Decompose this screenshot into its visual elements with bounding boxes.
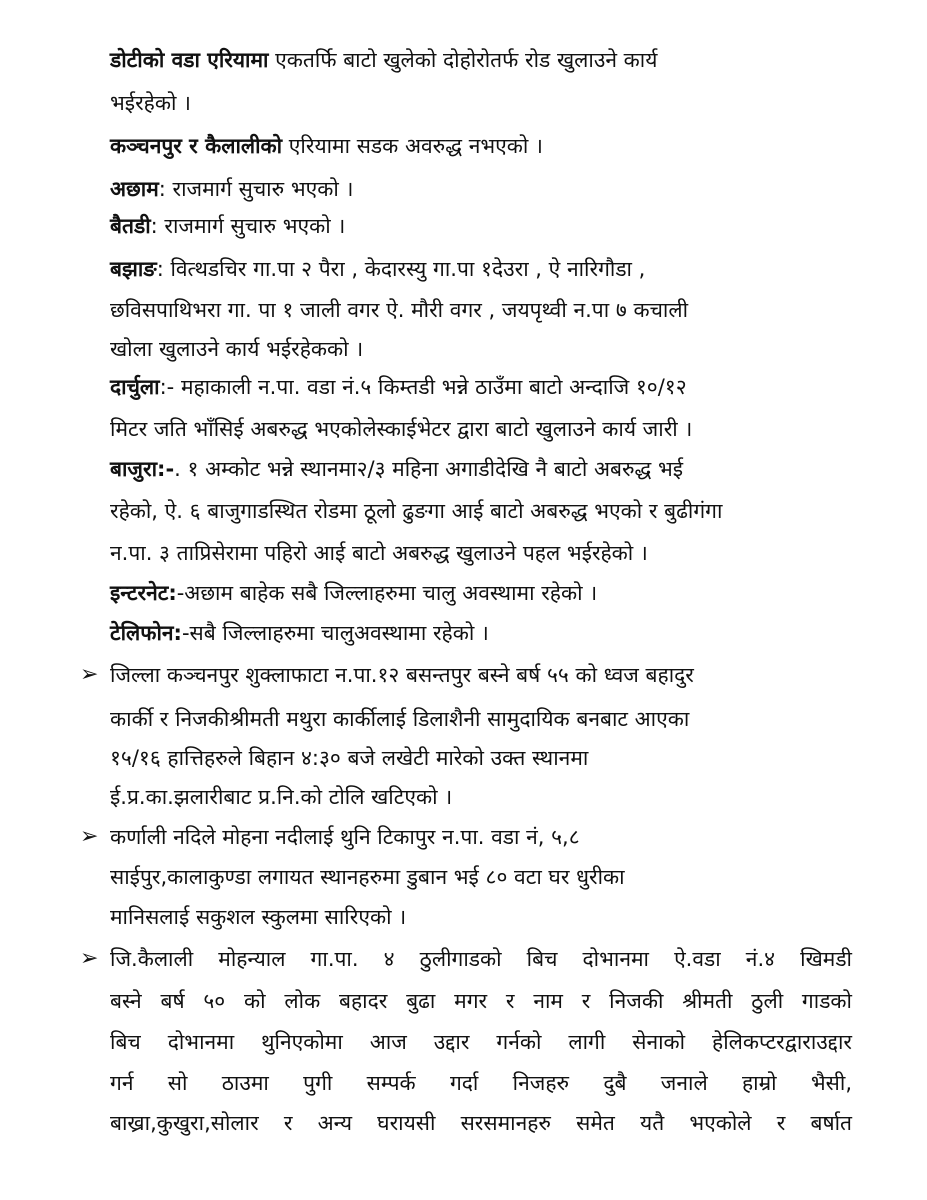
- baitadi-label: बैतडी: [110, 214, 151, 238]
- arrow-bullet-icon: ➢: [80, 824, 99, 849]
- internet-line: [110, 578, 597, 608]
- darchula-label: दार्चुला: [110, 375, 160, 399]
- internet-label: इन्टरनेट:: [110, 581, 177, 605]
- kanchanpur-text: एरियामा सडक अवरुद्ध नभएको ।: [282, 134, 543, 158]
- internet-text: -अछाम बाहेक सबै जिल्लाहरुमा चालु अवस्थामा रहेको ।: [176, 581, 598, 605]
- bullet-3-line-2: बस्ने बर्ष ५० को लोक बहादर बुढा मगर र नाम र निजकी श्रीमती ठुली गाडको: [110, 989, 852, 1013]
- bullet-3-line-5: बाख्रा,कुखुरा,सोलार र अन्य घरायसी सरसमानहरु समेत यतै भएकोले र बर्षात: [110, 1111, 852, 1135]
- bajura-line-2: रहेको, ऐ. ६ बाजुगाडस्थित रोडमा ठूलो ढुङगा आई बाटो अबरुद्ध भएको र बुढीगंगा: [110, 499, 723, 523]
- bullet-2-line-1: कर्णाली नदिले मोहना नदीलाई थुनि टिकापुर न.पा. वडा नं, ५,८: [110, 825, 580, 849]
- arrow-bullet-icon: ➢: [80, 946, 99, 971]
- bullet-1-line-1: जिल्ला कञ्चनपुर शुक्लाफाटा न.पा.१२ बसन्तपुर बस्ने बर्ष ५५ को ध्वज बहादुर: [110, 663, 694, 687]
- doti-line-1: [110, 45, 657, 75]
- bajhang-label: बझाङ: [110, 257, 157, 281]
- bajura-line-3: न.पा. ३ ताप्रिसेरामा पहिरो आई बाटो अबरुद्ध खुलाउने पहल भईरहेको ।: [110, 541, 648, 565]
- achham-line: [110, 174, 353, 204]
- bullet-3-line-4: गर्न सो ठाउमा पुगी सम्पर्क गर्दा निजहरु दुबै जनाले हाम्रो भैसी,: [110, 1071, 852, 1095]
- bullet-2-line-3: मानिसलाई सकुशल स्कुलमा सारिएको ।: [110, 905, 407, 929]
- arrow-bullet-icon: ➢: [80, 662, 99, 687]
- bajhang-line-3: खोला खुलाउने कार्य भईरहेकको ।: [110, 337, 364, 361]
- bullet-3-line-1: जि.कैलाली मोहन्याल गा.पा. ४ ठुलीगाडको बिच दोभानमा ऐ.वडा नं.४ खिमडी: [110, 947, 852, 971]
- doti-label: डोटीको वडा एरियामा: [110, 48, 269, 72]
- doti-text: एकतर्फि बाटो खुलेको दोहोरोतर्फ रोड खुलाउने कार्य: [268, 48, 658, 72]
- telephone-line: [110, 618, 489, 648]
- baitadi-line: [110, 211, 345, 241]
- bajhang-line-2: छविसपाथिभरा गा. पा १ जाली वगर ऐ. मौरी वगर , जयपृथ्वी न.पा ७ कचाली: [110, 298, 689, 322]
- darchula-text: :- महाकाली न.पा. वडा नं.५ किम्तडी भन्ने ठाउँमा बाटो अन्दाजि १०/१२: [159, 375, 687, 399]
- bajura-label: बाजुरा:-: [110, 457, 175, 481]
- doti-line-2: भईरहेको ।: [110, 91, 192, 115]
- bajura-text: . १ अम्कोट भन्ने स्थानमा२/३ महिना अगाडीदेखि नै बाटो अबरुद्ध भई: [174, 457, 684, 481]
- bullet-1-line-2: कार्की र निजकीश्रीमती मथुरा कार्कीलाई डिलाशैनी सामुदायिक बनबाट आएका: [110, 707, 690, 731]
- achham-text: : राजमार्ग सुचारु भएको ।: [158, 177, 354, 201]
- darchula-line-1: [110, 372, 687, 402]
- bullet-2-line-2: साईपुर,कालाकुण्डा लगायत स्थानहरुमा डुबान भई ८० वटा घर धुरीका: [110, 865, 625, 889]
- darchula-line-2: मिटर जति भाँसिई अबरुद्ध भएकोलेस्काईभेटर द्वारा बाटो खुलाउने कार्य जारी ।: [110, 417, 693, 441]
- achham-label: अछाम: [110, 177, 159, 201]
- bullet-1-line-4: ई.प्र.का.झलारीबाट प्र.नि.को टोलि खटिएको ।: [110, 785, 453, 809]
- bajhang-line-1: [110, 254, 645, 284]
- bajura-line-1: [110, 454, 683, 484]
- bullet-3-line-3: बिच दोभानमा थुनिएकोमा आज उद्दार गर्नको लागी सेनाको हेलिकप्टरद्वाराउद्दार: [110, 1030, 853, 1054]
- telephone-label: टेलिफोन:: [110, 621, 182, 645]
- kanchanpur-kailali-line: [110, 131, 543, 161]
- bullet-1-line-3: १५/१६ हात्तिहरुले बिहान ४:३० बजे लखेटी मारेको उक्त स्थानमा: [110, 746, 589, 770]
- baitadi-text: : राजमार्ग सुचारु भएको ।: [150, 214, 346, 238]
- kanchanpur-label: कञ्चनपुर र कैलालीको: [110, 134, 283, 158]
- bajhang-text: : वित्थडचिर गा.पा २ पैरा , केदारस्यु गा.पा १देउरा , ऐ नारिगौडा ,: [156, 257, 646, 281]
- telephone-text: -सबै जिल्लाहरुमा चालुअवस्थामा रहेको ।: [181, 621, 489, 645]
